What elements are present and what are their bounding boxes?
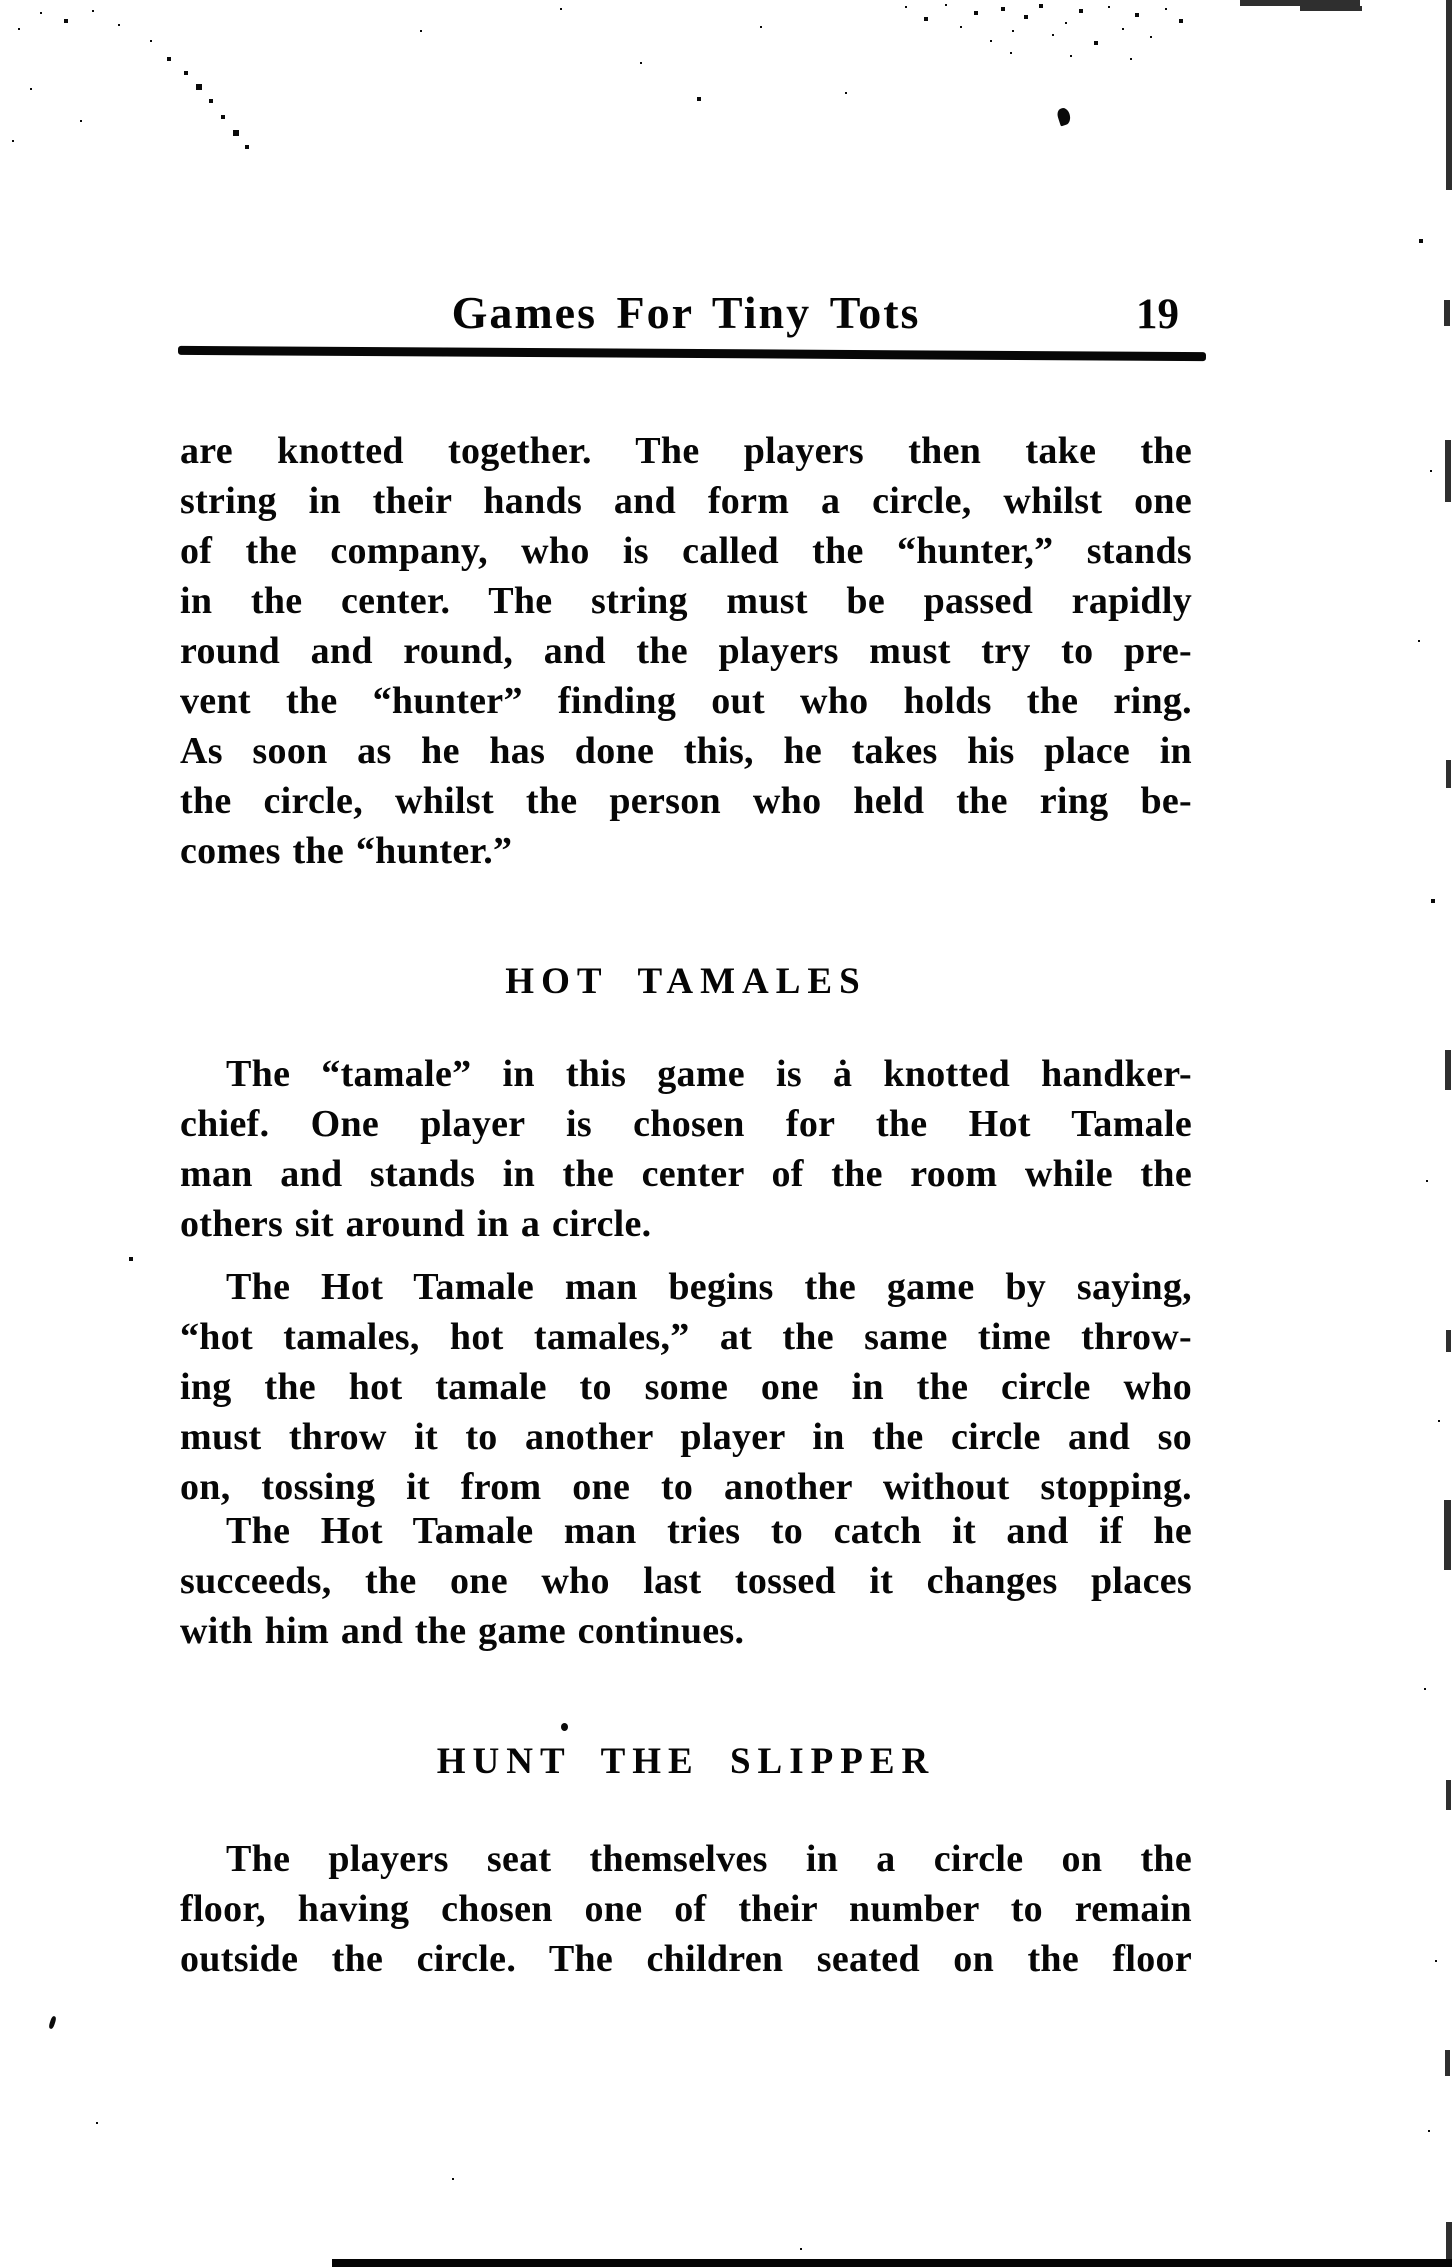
text-line: The players seat themselves in a circle on the — [226, 1838, 1192, 1880]
stray-mark — [48, 2016, 57, 2030]
text-line: “hot tamales, hot tamales,” at the same time throw- — [180, 1316, 1192, 1358]
section-heading-hunt-the-slipper: HUNT THE SLIPPER — [436, 1741, 936, 1782]
text-line: ing the hot tamale to some one in the circle who — [180, 1366, 1192, 1408]
page-number: 19 — [1136, 291, 1179, 338]
text-line: The Hot Tamale man begins the game by saying, — [226, 1266, 1192, 1308]
text-line: outside the circle. The children seated on the floor — [180, 1938, 1192, 1980]
scan-edge-streak — [1446, 2222, 1452, 2262]
text-line: round and round, and the players must try to pre- — [180, 630, 1192, 672]
text-line: with him and the game continues. — [180, 1610, 745, 1652]
scan-edge-streak — [1446, 1780, 1451, 1810]
scan-speckles — [0, 0, 2, 2]
scan-edge-streak — [1446, 0, 1452, 190]
scan-edge-streak — [1445, 2050, 1450, 2076]
text-line: The “tamale” in this game is ȧ knotted handker- — [226, 1053, 1192, 1095]
scan-edge-streak — [1444, 1500, 1451, 1570]
paragraph-hot-tamales-1 — [180, 1049, 1192, 1249]
section-heading-hot-tamales: HOT TAMALES — [505, 961, 867, 1002]
scan-edge-streak — [1444, 300, 1450, 326]
paragraph-continuation — [180, 426, 1192, 876]
text-line: man and stands in the center of the room while the — [180, 1153, 1192, 1195]
text-line: floor, having chosen one of their number to remain — [180, 1888, 1192, 1930]
text-line: string in their hands and form a circle, whilst one — [180, 480, 1192, 522]
text-line: of the company, who is called the “hunter,” stands — [180, 530, 1192, 572]
text-line: are knotted together. The players then take the — [180, 430, 1192, 472]
scan-edge-streak — [1445, 440, 1451, 502]
text-line: The Hot Tamale man tries to catch it and if he — [226, 1510, 1192, 1552]
text-line: the circle, whilst the person who held the ring be- — [180, 780, 1192, 822]
text-line: others sit around in a circle. — [180, 1203, 652, 1245]
text-line: succeeds, the one who last tossed it changes places — [180, 1560, 1192, 1602]
scan-edge-bottom — [332, 2259, 1452, 2267]
scan-edge-streak — [1446, 1330, 1451, 1352]
paragraph-hunt-the-slipper-1 — [180, 1834, 1192, 1984]
scan-corner-smudge — [1300, 6, 1362, 11]
paragraph-hot-tamales-3 — [180, 1506, 1192, 1656]
ink-blot — [1056, 107, 1073, 127]
text-line: on, tossing it from one to another without stopping. — [180, 1466, 1192, 1508]
scan-edge-streak — [1445, 1050, 1451, 1090]
text-line: comes the “hunter.” — [180, 830, 513, 872]
paragraph-hot-tamales-2 — [180, 1262, 1192, 1512]
text-line: must throw it to another player in the circle and so — [180, 1416, 1192, 1458]
scan-edge-streak — [1446, 760, 1451, 788]
text-line: chief. One player is chosen for the Hot Tamale — [180, 1103, 1192, 1145]
header-rule — [178, 346, 1206, 361]
text-line: in the center. The string must be passed rapidly — [180, 580, 1192, 622]
stray-dot — [561, 1723, 568, 1731]
text-line: As soon as he has done this, he takes his place in — [180, 730, 1192, 772]
running-header-title: Games For Tiny Tots — [451, 287, 921, 338]
text-line: vent the “hunter” finding out who holds the ring. — [180, 680, 1192, 722]
